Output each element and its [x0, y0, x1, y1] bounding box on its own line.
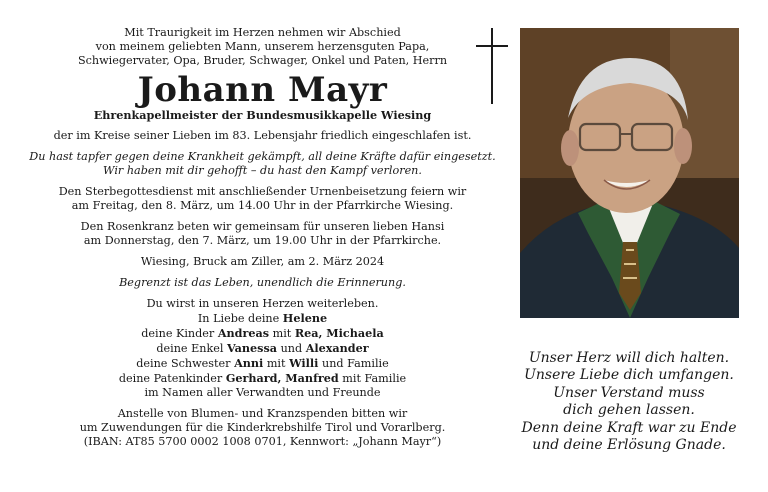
family-line-4 [20, 356, 505, 371]
family-member-name: Gerhard, Manfred [225, 371, 339, 385]
cross-icon [476, 28, 508, 104]
funeral-line-1: Den Sterbegottesdienst mit anschließender Urnenbeisetzung feiern wir [58, 185, 467, 198]
donation-line-2: um Zuwendungen für die Kinderkrebshilfe Tirol und Vorarlberg. [79, 421, 446, 434]
family-member-name: Vanessa [227, 341, 278, 355]
family-member-name: Rea, Michaela [294, 326, 384, 340]
place-date: Wiesing, Bruck am Ziller, am 2. März 2024 [140, 255, 385, 268]
family-member-name: Alexander [305, 341, 369, 355]
donation-line-3: (IBAN: AT85 5700 0002 1008 0701, Kennwort: „Johann Mayr“) [83, 435, 442, 448]
family-line-3 [20, 341, 505, 356]
family-member-name: Willi [289, 356, 319, 370]
poem-line-2: Unsere Liebe dich umfangen. [524, 367, 734, 384]
family-text: deine Enkel [156, 342, 228, 355]
obituary-text [20, 26, 505, 449]
intro-line-2: von meinem geliebten Mann, unserem herzensguten Papa, [95, 40, 430, 53]
family-line-1 [20, 311, 505, 326]
family-member-name: Helene [282, 311, 328, 325]
poem [518, 350, 740, 454]
family-line-5 [20, 371, 505, 386]
poem-line-3: Unser Verstand muss [553, 384, 705, 401]
family-text: mit Familie [338, 372, 407, 385]
family-line-2 [20, 326, 505, 341]
family-text: deine Schwester [136, 357, 235, 370]
portrait-photo [520, 28, 739, 318]
passing-text: der im Kreise seiner Lieben im 83. Lebensjahr friedlich eingeschlafen ist. [53, 129, 472, 142]
rosary-line-2: am Donnerstag, den 7. März, um 19.00 Uhr in der Pfarrkirche. [83, 234, 442, 247]
family-text: deine Patenkinder [118, 372, 226, 385]
family-member-name: Andreas [217, 326, 270, 340]
funeral-line-2: am Freitag, den 8. März, um 14.00 Uhr in der Pfarrkirche Wiesing. [71, 199, 454, 212]
rosary-line-1: Den Rosenkranz beten wir gemeinsam für unseren lieben Hansi [80, 220, 445, 233]
poem-line-4: dich gehen lassen. [563, 402, 695, 419]
tribute-line-1: Du hast tapfer gegen deine Krankheit gekämpft, all deine Kräfte dafür eingesetzt. [29, 150, 496, 163]
deceased-title: Ehrenkapellmeister der Bundesmusikkapelle Wiesing [93, 108, 432, 122]
poem-line-1: Unser Herz will dich halten. [528, 350, 730, 366]
family-text: und [277, 342, 306, 355]
family-text: mit [263, 357, 290, 370]
intro-line-1: Mit Traurigkeit im Herzen nehmen wir Abschied [124, 26, 401, 39]
donation-line-1: Anstelle von Blumen- und Kranzspenden bitten wir [117, 407, 408, 420]
intro-line-3: Schwiegervater, Opa, Bruder, Schwager, Onkel und Paten, Herrn [77, 54, 448, 67]
portrait-illustration [520, 28, 739, 318]
poem-line-6: und deine Erlösung Gnade. [532, 437, 726, 454]
family-text: deine Kinder [141, 327, 218, 340]
family-text: mit [269, 327, 295, 340]
tribute-line-2: Wir haben mit dir gehofft – du hast den Kampf verloren. [103, 164, 422, 177]
deceased-name: Johann Mayr [137, 70, 388, 110]
poem-line-5: Denn deine Kraft war zu Ende [521, 419, 737, 436]
remember-line: Du wirst in unseren Herzen weiterleben. [146, 297, 379, 310]
family-text: In Liebe deine [197, 312, 283, 325]
family-text: und Familie [318, 357, 389, 370]
family-line-6: im Namen aller Verwandten und Freunde [144, 386, 381, 399]
memorial-quote: Begrenzt ist das Leben, unendlich die Erinnerung. [119, 276, 406, 289]
family-member-name: Anni [234, 356, 264, 370]
